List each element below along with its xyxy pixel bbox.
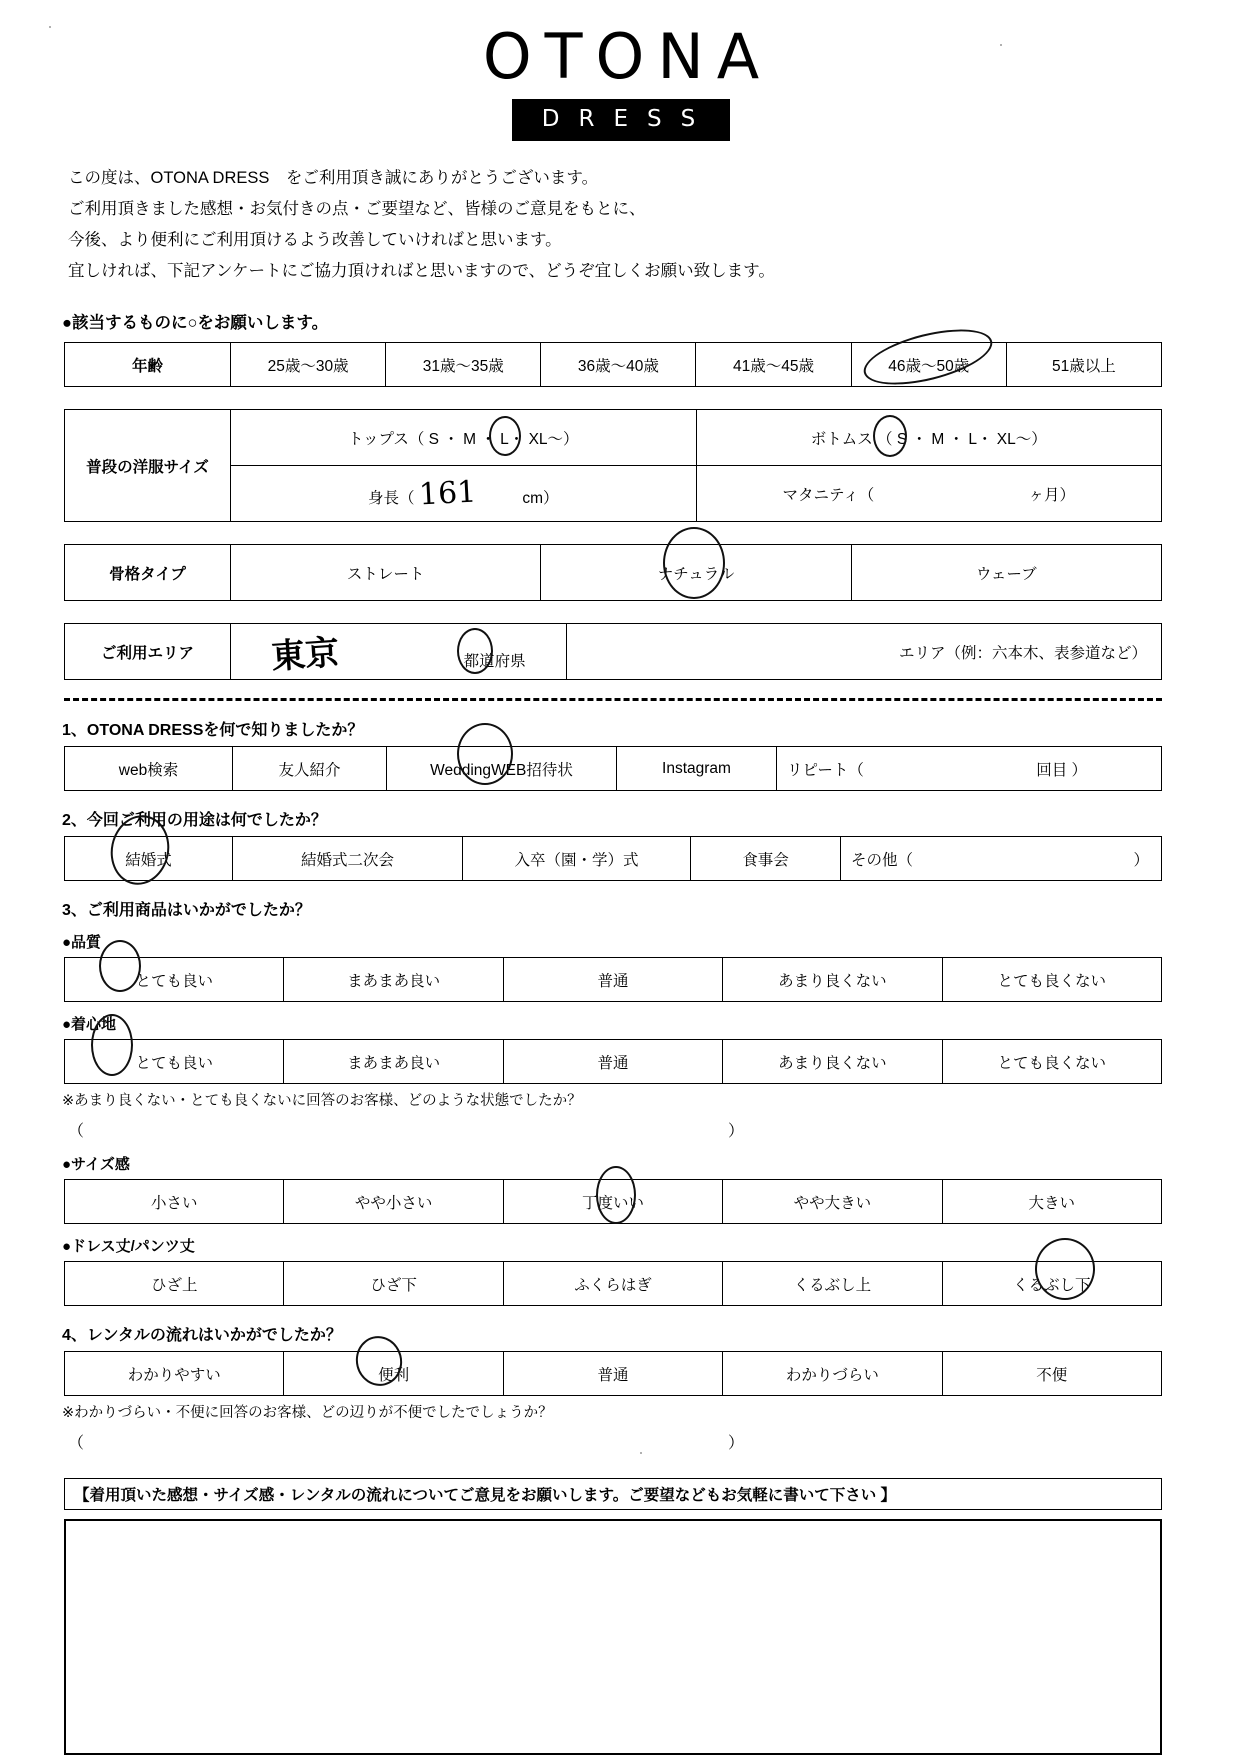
length-option-4[interactable]: くるぶし上 (723, 1262, 942, 1306)
body-type-option-2[interactable]: ナチュラル (541, 545, 851, 601)
intro-paragraph (68, 163, 1242, 287)
clothing-size-label: 普段の洋服サイズ (65, 410, 231, 522)
instruction-text: ●該当するものに○をお願いします。 (62, 314, 329, 333)
q2-option-4[interactable]: 食事会 (691, 837, 841, 881)
q3-quality-table (64, 957, 1162, 1002)
close-paren: ） (728, 1123, 745, 1141)
q4-option-3[interactable]: 普通 (503, 1352, 722, 1396)
age-option-4[interactable]: 41歳〜45歳 (696, 343, 851, 387)
height-cell[interactable] (231, 466, 697, 522)
table-row (65, 545, 1162, 601)
intro-line-4: 宜しければ、下記アンケートにご協力頂ければと思いますので、どうぞ宜しくお願い致します。 (68, 262, 775, 281)
table-row (65, 1180, 1162, 1224)
q3-length-label: ●ドレス丈/パンツ丈 (62, 1238, 195, 1256)
section-divider (64, 698, 1162, 701)
selection-circle-icon (873, 415, 907, 457)
length-option-1[interactable]: ひざ上 (65, 1262, 284, 1306)
q2-option-2[interactable]: 結婚式二次会 (233, 837, 463, 881)
q4-title: 4、レンタルの流れはいかがでしたか？ (62, 1327, 342, 1345)
length-option-5[interactable]: くるぶし下 (942, 1262, 1161, 1306)
q3-comfort-note: ※あまり良くない・とても良くないに回答のお客様、どのような状態でしたか？ (62, 1093, 582, 1110)
quality-option-5[interactable]: とても良くない (942, 958, 1161, 1002)
q1-repeat-unit: 回目 ） (1036, 761, 1088, 779)
comment-title: 【着用頂いた感想・サイズ感・レンタルの流れについてご意見をお願いします。ご要望などもお気軽に書いて下さい 】 (64, 1478, 1162, 1510)
q1-repeat-cell[interactable] (777, 747, 1162, 791)
table-row (65, 343, 1162, 387)
q3-title: 3、ご利用商品はいかがでしたか？ (62, 902, 311, 920)
table-row (65, 958, 1162, 1002)
q2-table (64, 836, 1162, 881)
body-type-table (64, 544, 1162, 601)
q2-other-label: その他（ (851, 851, 914, 869)
scan-speck (640, 1452, 642, 1454)
table-row (65, 1352, 1162, 1396)
age-label: 年齢 (65, 343, 231, 387)
height-label: 身長（ (367, 490, 415, 508)
table-row (65, 747, 1162, 791)
size-feel-option-3[interactable]: 丁度いい (503, 1180, 722, 1224)
body-type-label: 骨格タイプ (65, 545, 231, 601)
q4-answer-line[interactable] (68, 1430, 1242, 1454)
q4-option-4[interactable]: わかりづらい (723, 1352, 942, 1396)
quality-option-4[interactable]: あまり良くない (723, 958, 942, 1002)
table-row (65, 837, 1162, 881)
q1-option-2[interactable]: 友人紹介 (233, 747, 387, 791)
age-option-2[interactable]: 31歳〜35歳 (386, 343, 541, 387)
prefecture-label: 都道府県 (463, 653, 526, 671)
comfort-option-3[interactable]: 普通 (503, 1040, 722, 1084)
size-feel-option-5[interactable]: 大きい (942, 1180, 1161, 1224)
body-type-option-3[interactable]: ウェーブ (851, 545, 1161, 601)
bottoms-size-cell[interactable]: ボトムス （ S ・ M ・ L・ XL〜） (696, 410, 1162, 466)
open-paren: （ (68, 1435, 85, 1453)
q3-quality-label: ●品質 (62, 934, 102, 952)
q3-comfort-answer-line[interactable] (68, 1118, 1242, 1142)
q4-option-5[interactable]: 不便 (942, 1352, 1161, 1396)
comfort-option-5[interactable]: とても良くない (942, 1040, 1161, 1084)
clothing-size-table (64, 409, 1162, 522)
age-option-6[interactable]: 51歳以上 (1006, 343, 1161, 387)
table-row (65, 1040, 1162, 1084)
quality-option-3[interactable]: 普通 (503, 958, 722, 1002)
intro-line-2: ご利用頂きました感想・お気付きの点・ご要望など、皆様のご意見をもとに、 (68, 200, 646, 219)
age-option-5[interactable]: 46歳〜50歳 (851, 343, 1006, 387)
q2-option-3[interactable]: 入卒（園・学）式 (463, 837, 691, 881)
q3-length-table (64, 1261, 1162, 1306)
q2-option-1[interactable]: 結婚式 (65, 837, 233, 881)
q4-note: ※わかりづらい・不便に回答のお客様、どの辺りが不便でしたでしょうか？ (62, 1405, 553, 1422)
size-feel-option-4[interactable]: やや大きい (723, 1180, 942, 1224)
close-paren: ） (728, 1435, 745, 1453)
size-feel-option-1[interactable]: 小さい (65, 1180, 284, 1224)
comfort-option-4[interactable]: あまり良くない (723, 1040, 942, 1084)
logo-main-text: OTONA (482, 20, 773, 93)
q3-size-feel-label: ●サイズ感 (62, 1156, 130, 1174)
scan-speck (49, 26, 51, 28)
tops-size-cell[interactable]: トップス（ S ・ M ・ L・ XL〜） (231, 410, 697, 466)
body-type-option-1[interactable]: ストレート (231, 545, 541, 601)
q3-comfort-table (64, 1039, 1162, 1084)
length-option-2[interactable]: ひざ下 (284, 1262, 503, 1306)
area-value: 東京 (270, 632, 341, 678)
comfort-option-1[interactable]: とても良い (65, 1040, 284, 1084)
age-table (64, 342, 1162, 387)
q1-table (64, 746, 1162, 791)
q2-other-close: ） (1133, 851, 1149, 869)
q3-comfort-label: ●着心地 (62, 1016, 117, 1034)
area-table (64, 623, 1162, 680)
q4-option-2[interactable]: 便利 (284, 1352, 503, 1396)
selection-circle-icon (596, 1166, 636, 1224)
maternity-unit: ヶ月） (1028, 486, 1076, 504)
prefecture-cell[interactable] (231, 624, 567, 680)
q1-title: 1、OTONA DRESSを何で知りましたか？ (62, 722, 364, 740)
length-option-3[interactable]: ふくらはぎ (503, 1262, 722, 1306)
q4-option-1[interactable]: わかりやすい (65, 1352, 284, 1396)
q2-title: 2、今回ご利用の用途は何でしたか？ (62, 812, 327, 830)
selection-circle-icon (663, 527, 725, 599)
quality-option-2[interactable]: まあまあ良い (284, 958, 503, 1002)
comment-textarea[interactable] (64, 1519, 1162, 1755)
q1-option-4[interactable]: Instagram (617, 747, 777, 791)
height-value: 161 (417, 474, 477, 513)
area-hint-cell[interactable]: エリア（例：六本木、表参道など） (567, 624, 1162, 680)
quality-option-1[interactable]: とても良い (65, 958, 284, 1002)
brand-logo (0, 0, 1242, 141)
size-feel-option-2[interactable]: やや小さい (284, 1180, 503, 1224)
q3-size-feel-table (64, 1179, 1162, 1224)
age-option-3[interactable]: 36歳〜40歳 (541, 343, 696, 387)
area-label: ご利用エリア (65, 624, 231, 680)
height-unit: cm） (522, 490, 559, 508)
selection-circle-icon (489, 416, 521, 456)
intro-line-1: この度は、OTONA DRESS をご利用頂き誠にありがとうございます。 (68, 169, 599, 187)
q1-option-1[interactable]: web検索 (65, 747, 233, 791)
logo-sub-text: DRESS (512, 99, 730, 141)
age-option-1[interactable]: 25歳〜30歳 (231, 343, 386, 387)
q1-repeat-label: リピート（ (787, 761, 864, 779)
maternity-cell[interactable] (696, 466, 1162, 522)
maternity-label: マタニティ（ (782, 486, 875, 504)
intro-line-3: 今後、より便利にご利用頂けるよう改善していければと思います。 (68, 231, 562, 250)
open-paren: （ (68, 1123, 85, 1141)
table-row (65, 410, 1162, 466)
table-row (65, 1262, 1162, 1306)
q1-option-3[interactable]: WeddingWEB招待状 (387, 747, 617, 791)
comfort-option-2[interactable]: まあまあ良い (284, 1040, 503, 1084)
q4-table (64, 1351, 1162, 1396)
q2-other-cell[interactable] (841, 837, 1162, 881)
table-row (65, 624, 1162, 680)
scan-speck (1000, 44, 1002, 46)
